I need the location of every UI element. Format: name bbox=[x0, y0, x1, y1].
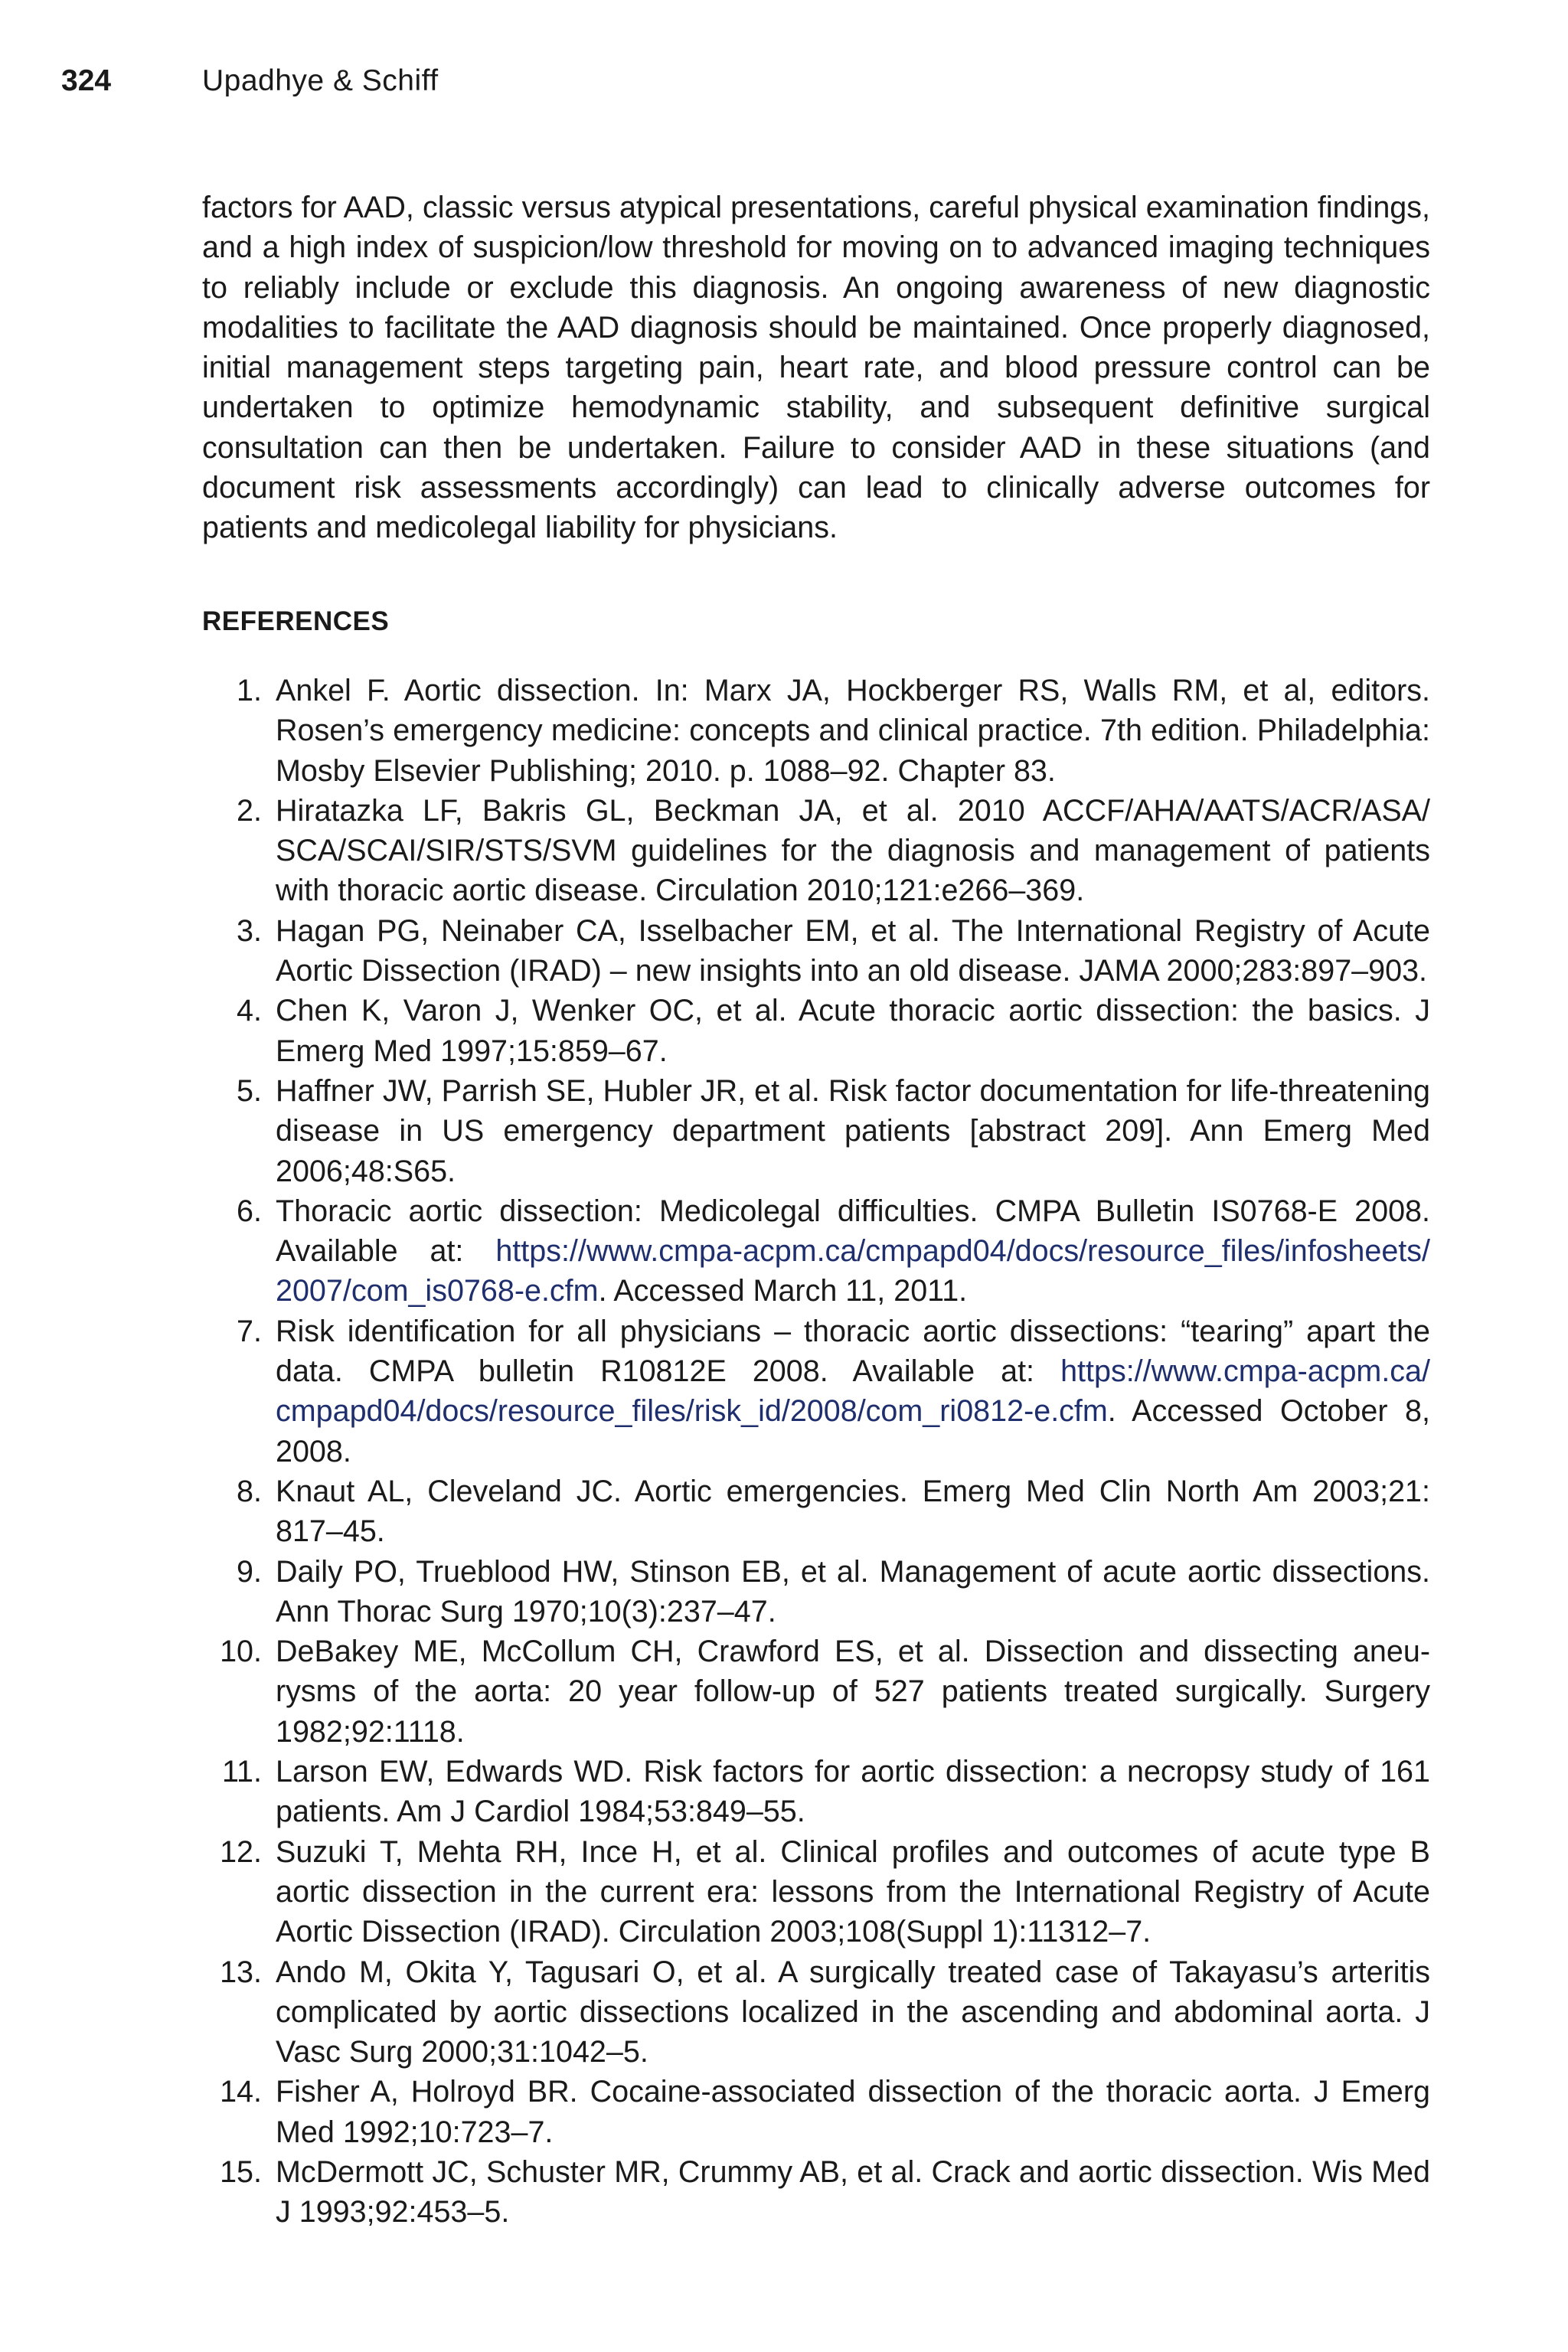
reference-item bbox=[202, 671, 1430, 791]
cmpa-risk-link[interactable]: https://www.cmpa-acpm.ca/ cmpapd04/docs/resource_files/risk_id/2008/com_ri0812-e.cfm bbox=[276, 1354, 1430, 1429]
reference-text-before: Thoracic aortic dissection: Medicolegal difficulties. CMPA Bulletin IS0768-E 2008. Available at: bbox=[276, 1194, 1430, 1269]
reference-item bbox=[202, 911, 1430, 991]
reference-item bbox=[202, 991, 1430, 1071]
reference-list bbox=[202, 671, 1430, 2233]
reference-text: Hiratazka LF, Bakris GL, Beckman JA, et al. 2010 ACCF/AHA/AATS/ACR/ASA/ SCA/SCAI/SIR/STS/SVM guidelines for the diagnosis and management of patients with thoracic aortic disease. Circulation 2010;121:e266–369. bbox=[276, 793, 1430, 908]
reference-number: 10. bbox=[220, 1635, 262, 1669]
reference-text-before: Risk identification for all physicians – thoracic aortic dissections: “tearing” apart the data. CMPA bulletin R10812E 2008. Available at: bbox=[276, 1314, 1430, 1389]
reference-number: 7. bbox=[237, 1314, 262, 1348]
reference-text: Daily PO, Trueblood HW, Stinson EB, et al. Management of acute aortic dissections. Ann Thorac Surg 1970;10(3):237–47. bbox=[276, 1554, 1430, 1628]
page-header bbox=[61, 64, 439, 103]
reference-number: 13. bbox=[220, 1955, 262, 1989]
reference-number: 5. bbox=[237, 1073, 262, 1108]
reference-item bbox=[202, 1752, 1430, 1832]
reference-text-after: . Accessed March 11, 2011. bbox=[598, 1274, 968, 1308]
reference-text: Hagan PG, Neinaber CA, Isselbacher EM, et al. The International Registry of Acute Aortic Dissection (IRAD) – new insights into an old disease. JAMA 2000;283:897–903. bbox=[276, 913, 1430, 988]
reference-item bbox=[202, 1632, 1430, 1752]
reference-number: 2. bbox=[237, 793, 262, 828]
reference-text: Ankel F. Aortic dissection. In: Marx JA, Hockberger RS, Walls RM, et al, editors. Rosen’s emergency medicine: concepts and clinical practice. 7th edition. Philadelphia: Mosby Elsevier Publishing; 2010. p. 1088–92. Chapter 83. bbox=[276, 674, 1430, 788]
reference-text: Chen K, Varon J, Wenker OC, et al. Acute thoracic aortic dissection: the basics. J Emerg Med 1997;15:859–67. bbox=[276, 994, 1430, 1068]
reference-number: 3. bbox=[237, 913, 262, 948]
reference-text-after: . Accessed October 8, 2008. bbox=[276, 1394, 1430, 1468]
reference-text: Haffner JW, Parrish SE, Hubler JR, et al. Risk factor documentation for life-threatening disease in US emergency department patients [abstract 209]. Ann Emerg Med 2006;48:S65. bbox=[276, 1073, 1430, 1188]
page-number: 324 bbox=[61, 64, 112, 97]
reference-number: 1. bbox=[237, 674, 262, 707]
reference-text: McDermott JC, Schuster MR, Crummy AB, et al. Crack and aortic dissection. Wis Med J 1993;92:453–5. bbox=[276, 2154, 1430, 2230]
reference-item bbox=[202, 1312, 1430, 1472]
reference-item bbox=[202, 1952, 1430, 2073]
reference-text bbox=[262, 1312, 1430, 1472]
reference-text: Fisher A, Holroyd BR. Cocaine-associated dissection of the thoracic aorta. J Emerg Med 1992;10:723–7. bbox=[276, 2075, 1430, 2149]
reference-number: 14. bbox=[220, 2075, 262, 2109]
reference-number: 15. bbox=[220, 2154, 262, 2189]
reference-number: 6. bbox=[237, 1194, 262, 1228]
reference-number: 11. bbox=[222, 1755, 262, 1789]
reference-item bbox=[202, 791, 1430, 911]
running-title: Upadhye & Schiff bbox=[202, 64, 439, 97]
reference-text bbox=[262, 1191, 1430, 1312]
reference-item bbox=[202, 2152, 1430, 2233]
reference-number: 9. bbox=[237, 1554, 262, 1589]
reference-text: Knaut AL, Cleveland JC. Aortic emergencies. Emerg Med Clin North Am 2003;21: 817–45. bbox=[276, 1474, 1430, 1549]
conclusion-paragraph: factors for AAD, classic versus atypical presentations, careful physical examination findings, and a high index of suspicion/low threshold for moving on to advanced imaging techniques to reliably include or exclude this diagnosis. An ongoing awareness of new diagnostic modalities to facilitate the AAD diagnosis should be maintained. Once properly diagnosed, initial management steps targeting pain, heart rate, and blood pressure control can be undertaken to optimize hemodynamic stability, and subsequent definitive surgical consultation can then be undertaken. Failure to consider AAD in these situations (and document risk assessments accordingly) can lead to clinically adverse outcomes for patients and medicolegal liability for physicians. bbox=[202, 191, 1430, 545]
reference-text: DeBakey ME, McCollum CH, Crawford ES, et al. Dissection and dissecting aneurysms of the aorta: 20 year follow-up of 527 patients treated surgically. Surgery 1982;92:1118. bbox=[276, 1635, 1430, 1749]
reference-text: Suzuki T, Mehta RH, Ince H, et al. Clinical profiles and outcomes of acute type B aortic dissection in the current era: lessons from the International Registry of Acute Aortic Dissection (IRAD). Circulation 2003;108(Suppl 1):11312–7. bbox=[276, 1834, 1430, 1949]
reference-text: Larson EW, Edwards WD. Risk factors for aortic dissection: a necropsy study of 161 patients. Am J Cardiol 1984;53:849–55. bbox=[276, 1755, 1430, 1829]
reference-item bbox=[202, 1191, 1430, 1312]
reference-item bbox=[202, 1552, 1430, 1632]
reference-item bbox=[202, 1472, 1430, 1552]
reference-item bbox=[202, 1832, 1430, 1952]
reference-number: 8. bbox=[237, 1474, 262, 1508]
references-heading: REFERENCES bbox=[202, 606, 390, 636]
reference-item bbox=[202, 1071, 1430, 1191]
cmpa-bulletin-link[interactable]: https://www.cmpa-acpm.ca/cmpapd04/docs/resource_files/infosheets/ 2007/com_is0768-e.cfm bbox=[276, 1234, 1430, 1308]
reference-text: Ando M, Okita Y, Tagusari O, et al. A surgically treated case of Takayasu’s arteritis complicated by aortic dissections localized in the ascending and abdominal aorta. J Vasc Surg 2000;31:1042–5. bbox=[276, 1955, 1430, 2069]
reference-number: 12. bbox=[220, 1834, 262, 1869]
reference-number: 4. bbox=[237, 994, 262, 1028]
reference-item bbox=[202, 2072, 1430, 2152]
